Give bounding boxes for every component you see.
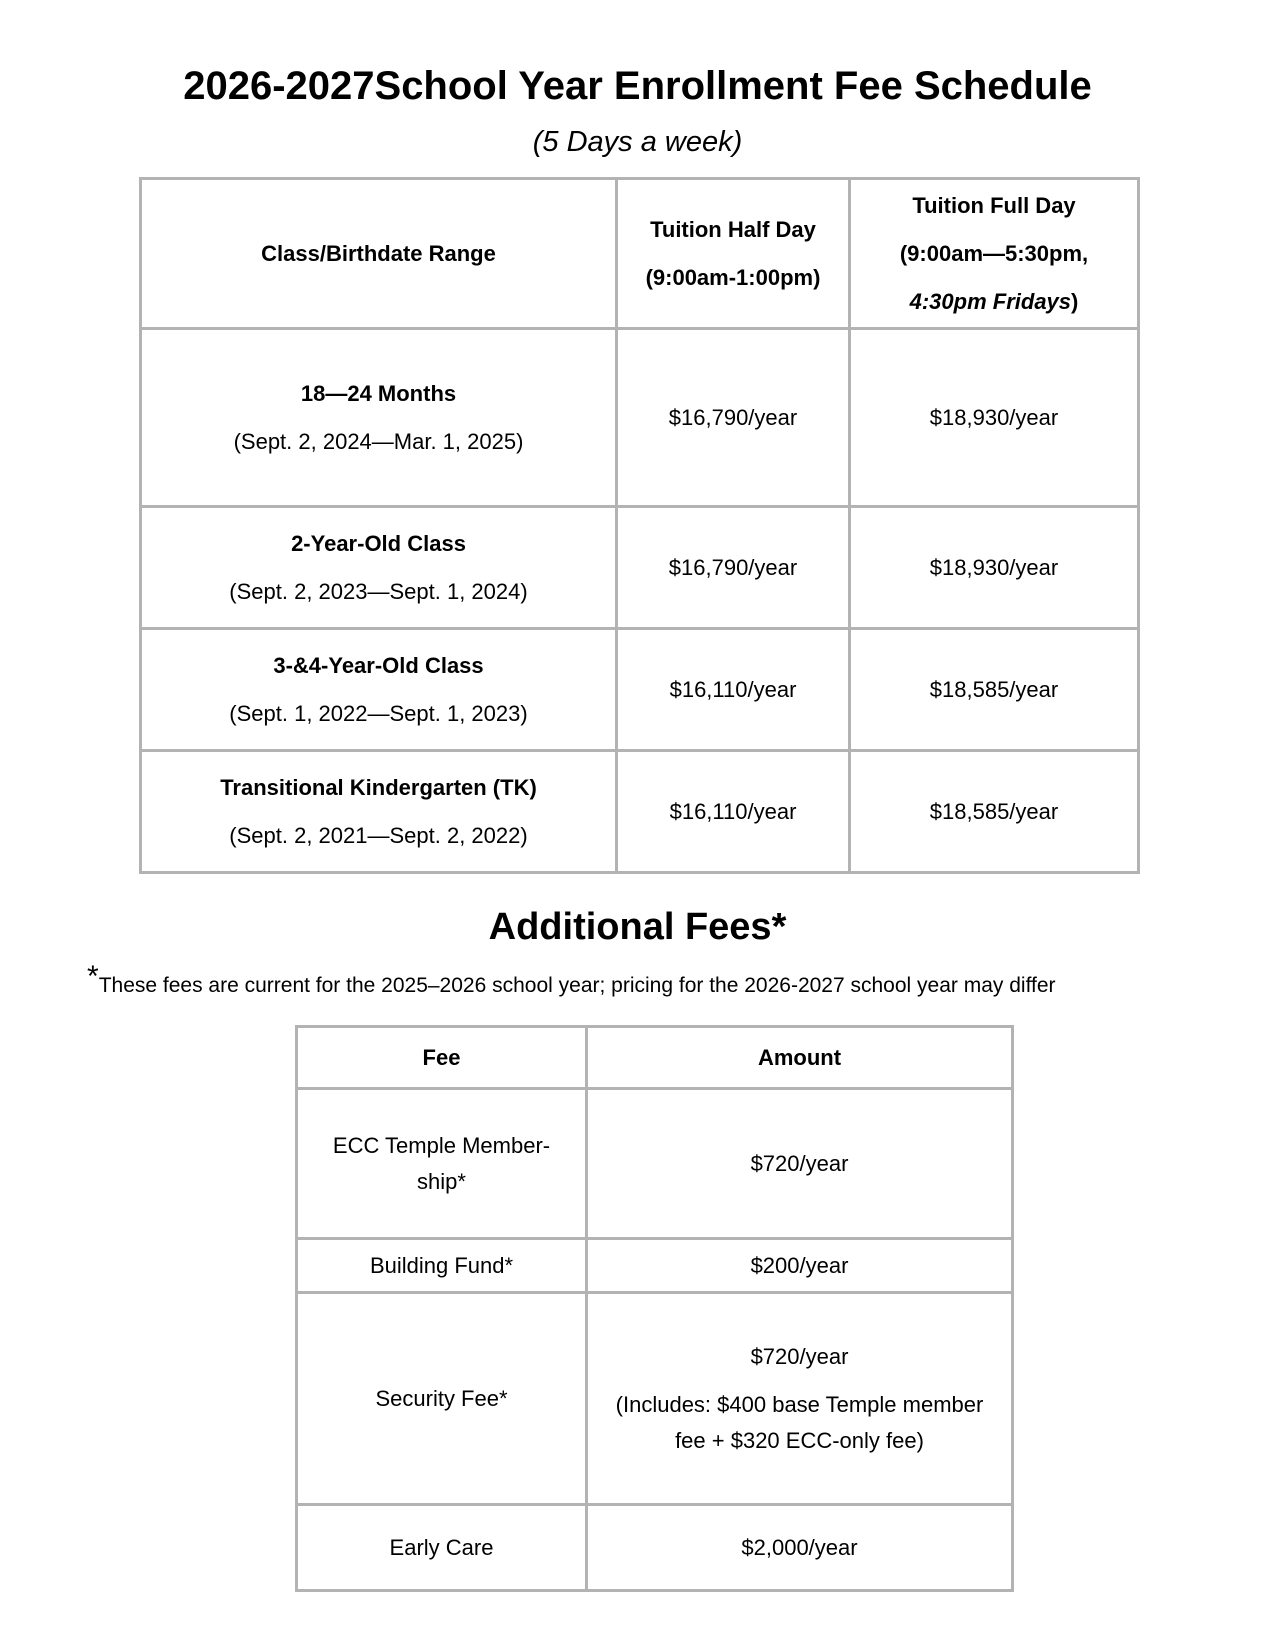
- page-subtitle: (5 Days a week): [532, 126, 743, 158]
- fee-amount-cell: [587, 1293, 1013, 1505]
- additional-fees-heading: Additional Fees*: [488, 906, 787, 948]
- birthdate-range: (Sept. 2, 2021—Sept. 2, 2022): [229, 822, 528, 848]
- full-day-price: $18,585/year: [850, 629, 1139, 751]
- header-half-day-hours: (9:00am-1:00pm): [645, 264, 821, 290]
- table-row: [141, 751, 1139, 873]
- fee-name: Building Fund*: [297, 1239, 587, 1293]
- fee-name-cell: [297, 1089, 587, 1239]
- fee-detail-line2: fee + $320 ECC-only fee): [675, 1427, 924, 1453]
- fee-amount: $720/year: [587, 1089, 1013, 1239]
- fee-amount: $2,000/year: [587, 1505, 1013, 1591]
- header-class-range-label: Class/Birthdate Range: [261, 240, 496, 266]
- class-name: 2-Year-Old Class: [291, 530, 466, 556]
- header-full-day-friday: [859, 278, 1129, 326]
- header-half-day-label: Tuition Half Day: [650, 216, 816, 242]
- header-full-day-friday-close: ): [1071, 288, 1079, 314]
- header-amount: Amount: [587, 1027, 1013, 1089]
- table-row: [297, 1293, 1013, 1505]
- header-full-day-hours: (9:00am—5:30pm,: [899, 240, 1089, 266]
- fees-footnote: [87, 960, 1056, 1001]
- birthdate-range: (Sept. 2, 2024—Mar. 1, 2025): [233, 428, 524, 454]
- tuition-table: [139, 177, 1140, 874]
- header-fee: Fee: [297, 1027, 587, 1089]
- table-row: [297, 1089, 1013, 1239]
- table-row: [297, 1239, 1013, 1293]
- birthdate-range: (Sept. 1, 2022—Sept. 1, 2023): [229, 700, 528, 726]
- class-cell: [141, 329, 617, 507]
- class-name: Transitional Kindergarten (TK): [220, 774, 537, 800]
- header-full-day-label: Tuition Full Day: [912, 192, 1076, 218]
- additional-fees-table: [295, 1025, 1014, 1592]
- table-row: [141, 329, 1139, 507]
- header-class-range: [141, 179, 617, 329]
- fee-amount: $200/year: [587, 1239, 1013, 1293]
- half-day-price: $16,790/year: [617, 329, 850, 507]
- half-day-price: $16,790/year: [617, 507, 850, 629]
- class-cell: [141, 507, 617, 629]
- tuition-header-row: [141, 179, 1139, 329]
- fee-name: Early Care: [297, 1505, 587, 1591]
- full-day-price: $18,930/year: [850, 507, 1139, 629]
- fee-name-line1: ECC Temple Member-: [332, 1132, 551, 1158]
- fees-header-row: [297, 1027, 1013, 1089]
- birthdate-range: (Sept. 2, 2023—Sept. 1, 2024): [229, 578, 528, 604]
- half-day-price: $16,110/year: [617, 751, 850, 873]
- fee-name-line2: ship*: [417, 1168, 466, 1194]
- class-cell: [141, 629, 617, 751]
- header-full-day: [850, 179, 1139, 329]
- fee-amount: $720/year: [750, 1343, 849, 1369]
- table-row: [297, 1505, 1013, 1591]
- header-full-day-friday-text: 4:30pm Fridays: [909, 288, 1072, 314]
- class-cell: [141, 751, 617, 873]
- header-half-day: [617, 179, 850, 329]
- full-day-price: $18,930/year: [850, 329, 1139, 507]
- half-day-price: $16,110/year: [617, 629, 850, 751]
- footnote-text: These fees are current for the 2025–2026 school year; pricing for the 2026-2027 school year may differ: [98, 974, 1056, 997]
- fee-detail-line1: (Includes: $400 base Temple member: [615, 1391, 984, 1417]
- table-row: [141, 507, 1139, 629]
- class-name: 18—24 Months: [300, 380, 457, 406]
- fee-name: Security Fee*: [297, 1293, 587, 1505]
- page-title: 2026-2027School Year Enrollment Fee Schedule: [183, 64, 1092, 108]
- class-name: 3-&4-Year-Old Class: [273, 652, 484, 678]
- table-row: [141, 629, 1139, 751]
- footnote-star: *: [87, 960, 99, 993]
- full-day-price: $18,585/year: [850, 751, 1139, 873]
